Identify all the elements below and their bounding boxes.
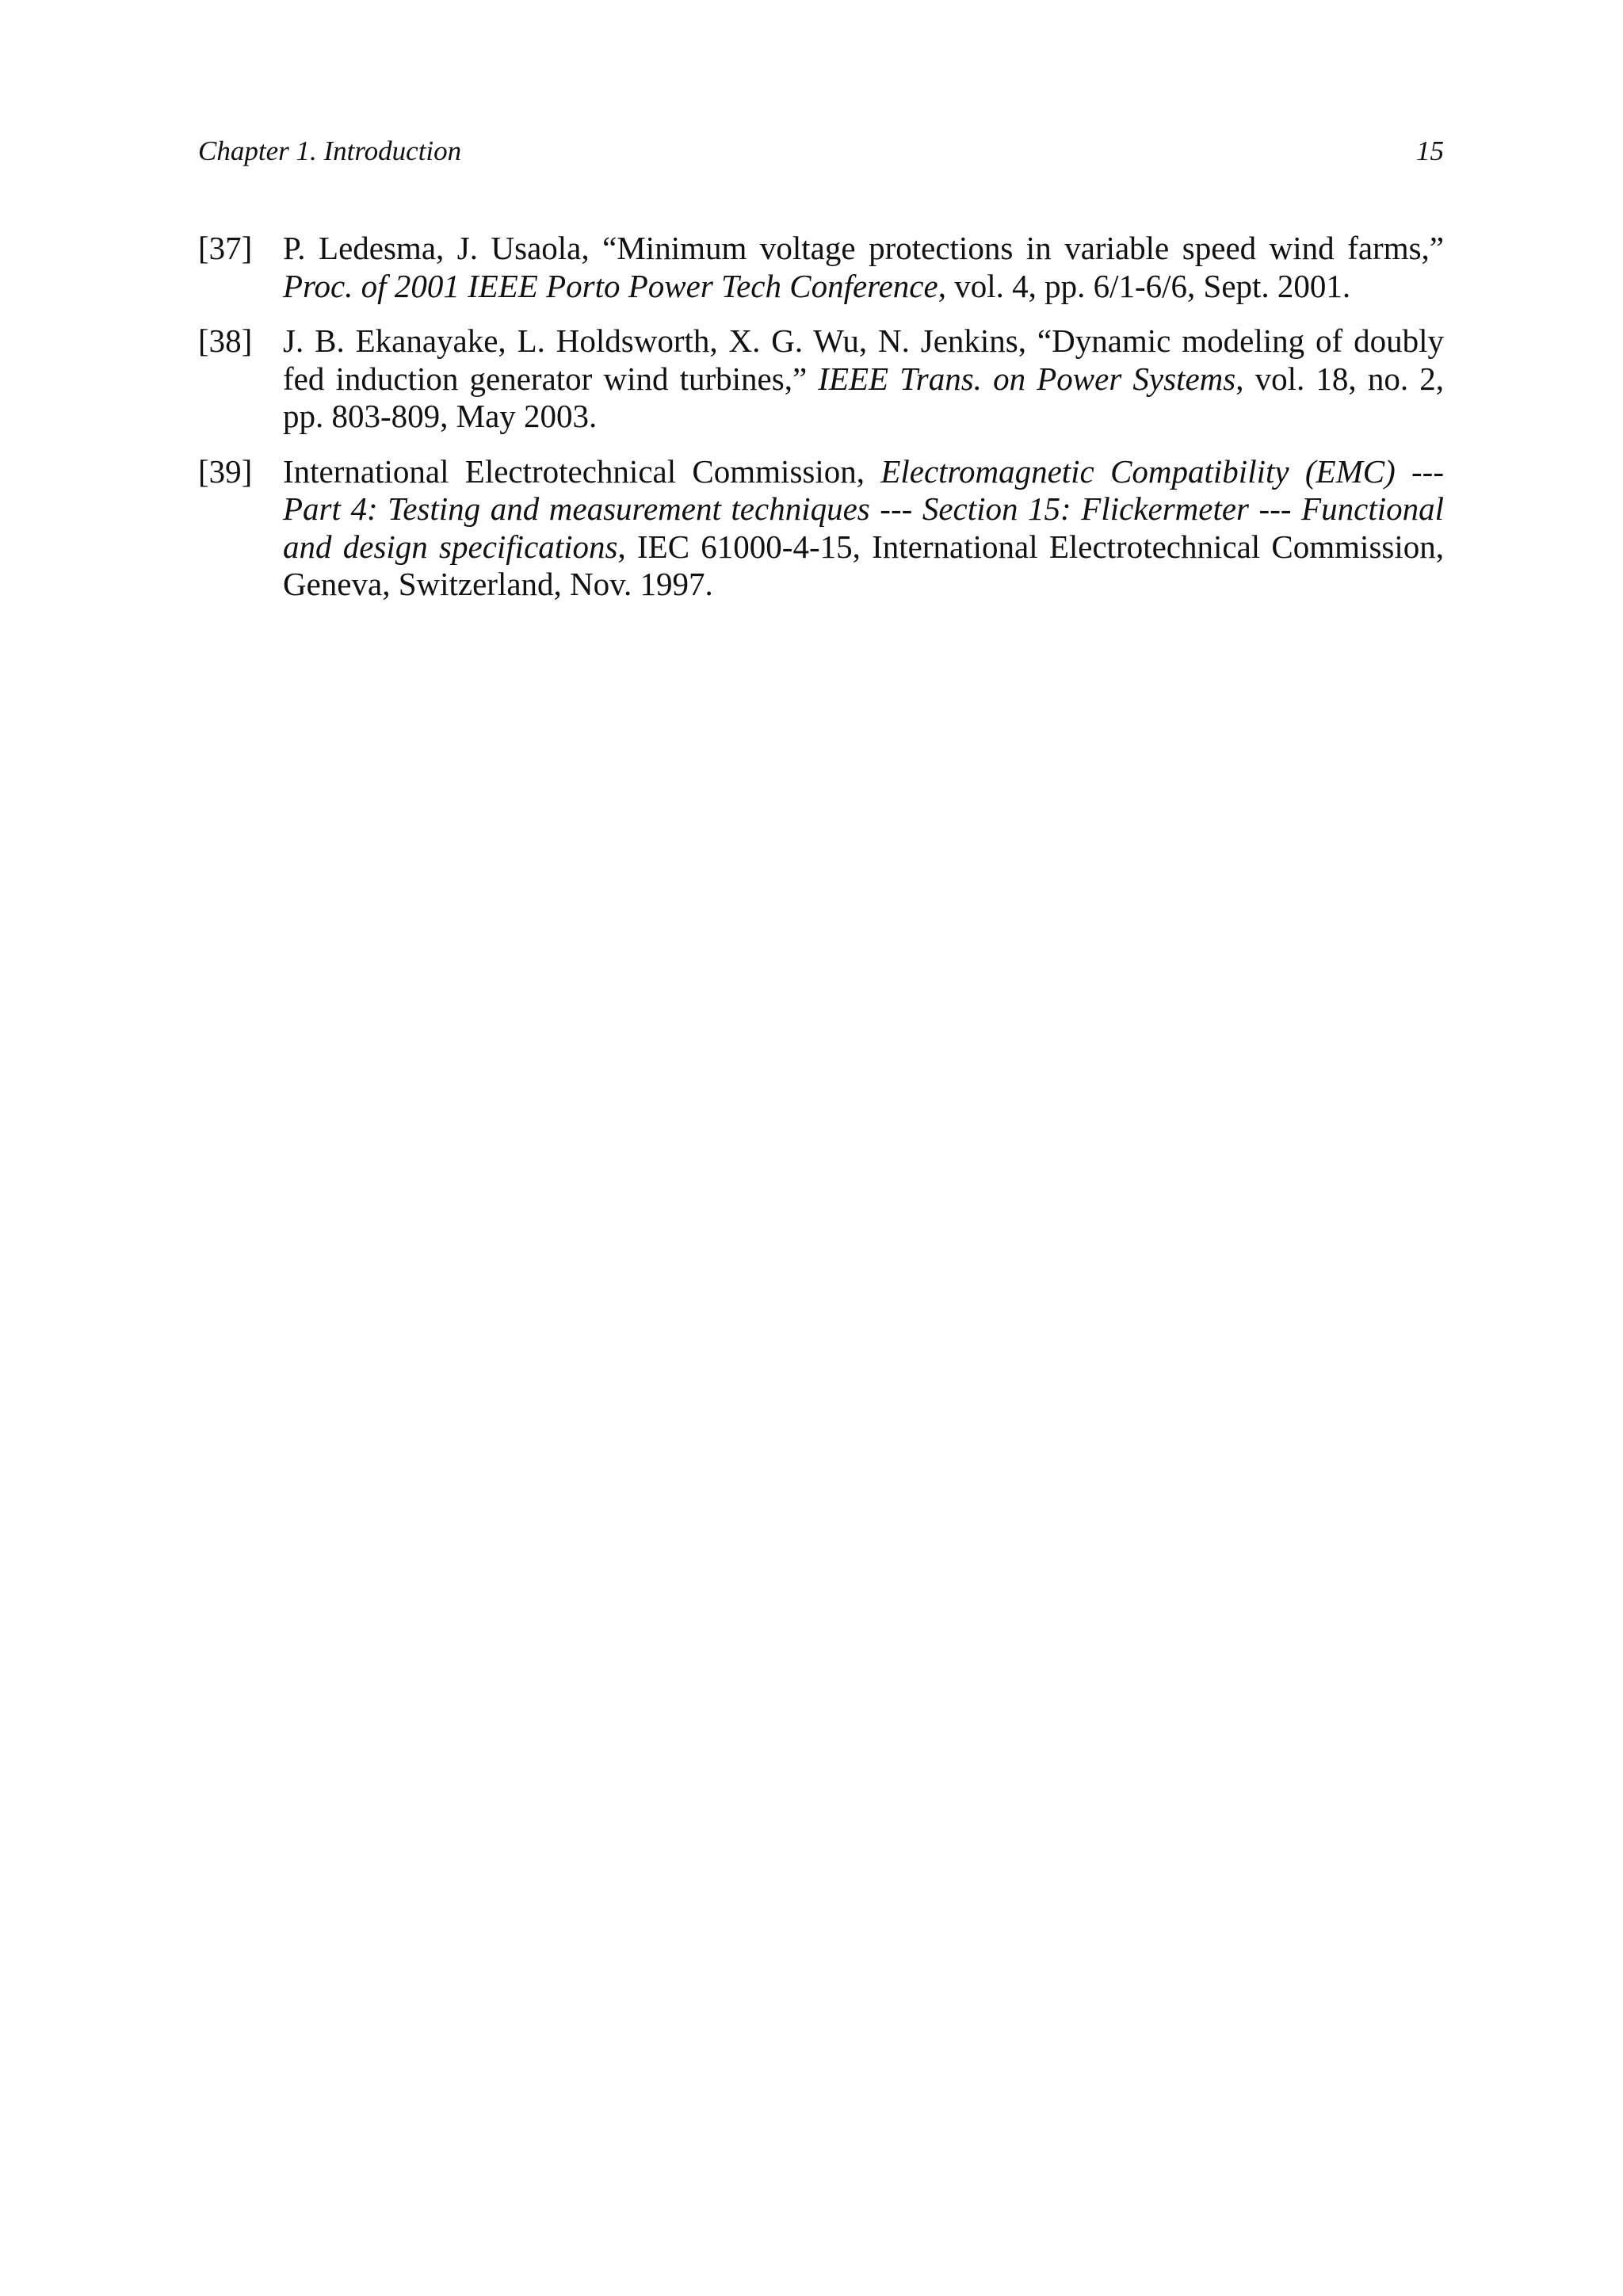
reference-venue: IEEE Trans. on Power Systems — [818, 360, 1236, 397]
reference-details: , IEC 61000-4-15, International Electrotechnical Commission, Geneva, Switzerland, Nov. 1997. — [283, 528, 1444, 602]
reference-list — [198, 230, 1444, 621]
page-number: 15 — [1416, 135, 1444, 166]
reference-item — [198, 322, 1444, 436]
reference-authors-title: International Electrotechnical Commission, — [283, 452, 881, 490]
reference-venue: Electromagnetic Compatibility (EMC) --- Part 4: Testing and measurement techniques --- Section 15: Flickermeter --- Functional and design specifications — [283, 452, 1444, 565]
reference-details: , vol. 4, pp. 6/1-6/6, Sept. 2001. — [938, 267, 1351, 304]
reference-label: [38] — [198, 322, 253, 359]
running-title: Chapter 1. Introduction — [198, 135, 462, 166]
reference-item — [198, 230, 1444, 305]
reference-text — [283, 322, 1444, 436]
reference-details: , vol. 18, no. 2, pp. 803-809, May 2003. — [283, 360, 1444, 434]
reference-authors-title: J. B. Ekanayake, L. Holdsworth, X. G. Wu, N. Jenkins, “Dynamic modeling of doubly fed induction generator wind turbines,” — [283, 322, 1444, 397]
page-header — [198, 132, 1444, 171]
reference-label: [37] — [198, 230, 253, 266]
reference-item — [198, 453, 1444, 604]
reference-text — [283, 453, 1444, 604]
reference-text — [283, 230, 1444, 305]
reference-venue: Proc. of 2001 IEEE Porto Power Tech Conference — [283, 267, 938, 304]
reference-authors-title: P. Ledesma, J. Usaola, “Minimum voltage protections in variable speed wind farms,” — [283, 230, 1444, 266]
reference-label: [39] — [198, 452, 253, 490]
